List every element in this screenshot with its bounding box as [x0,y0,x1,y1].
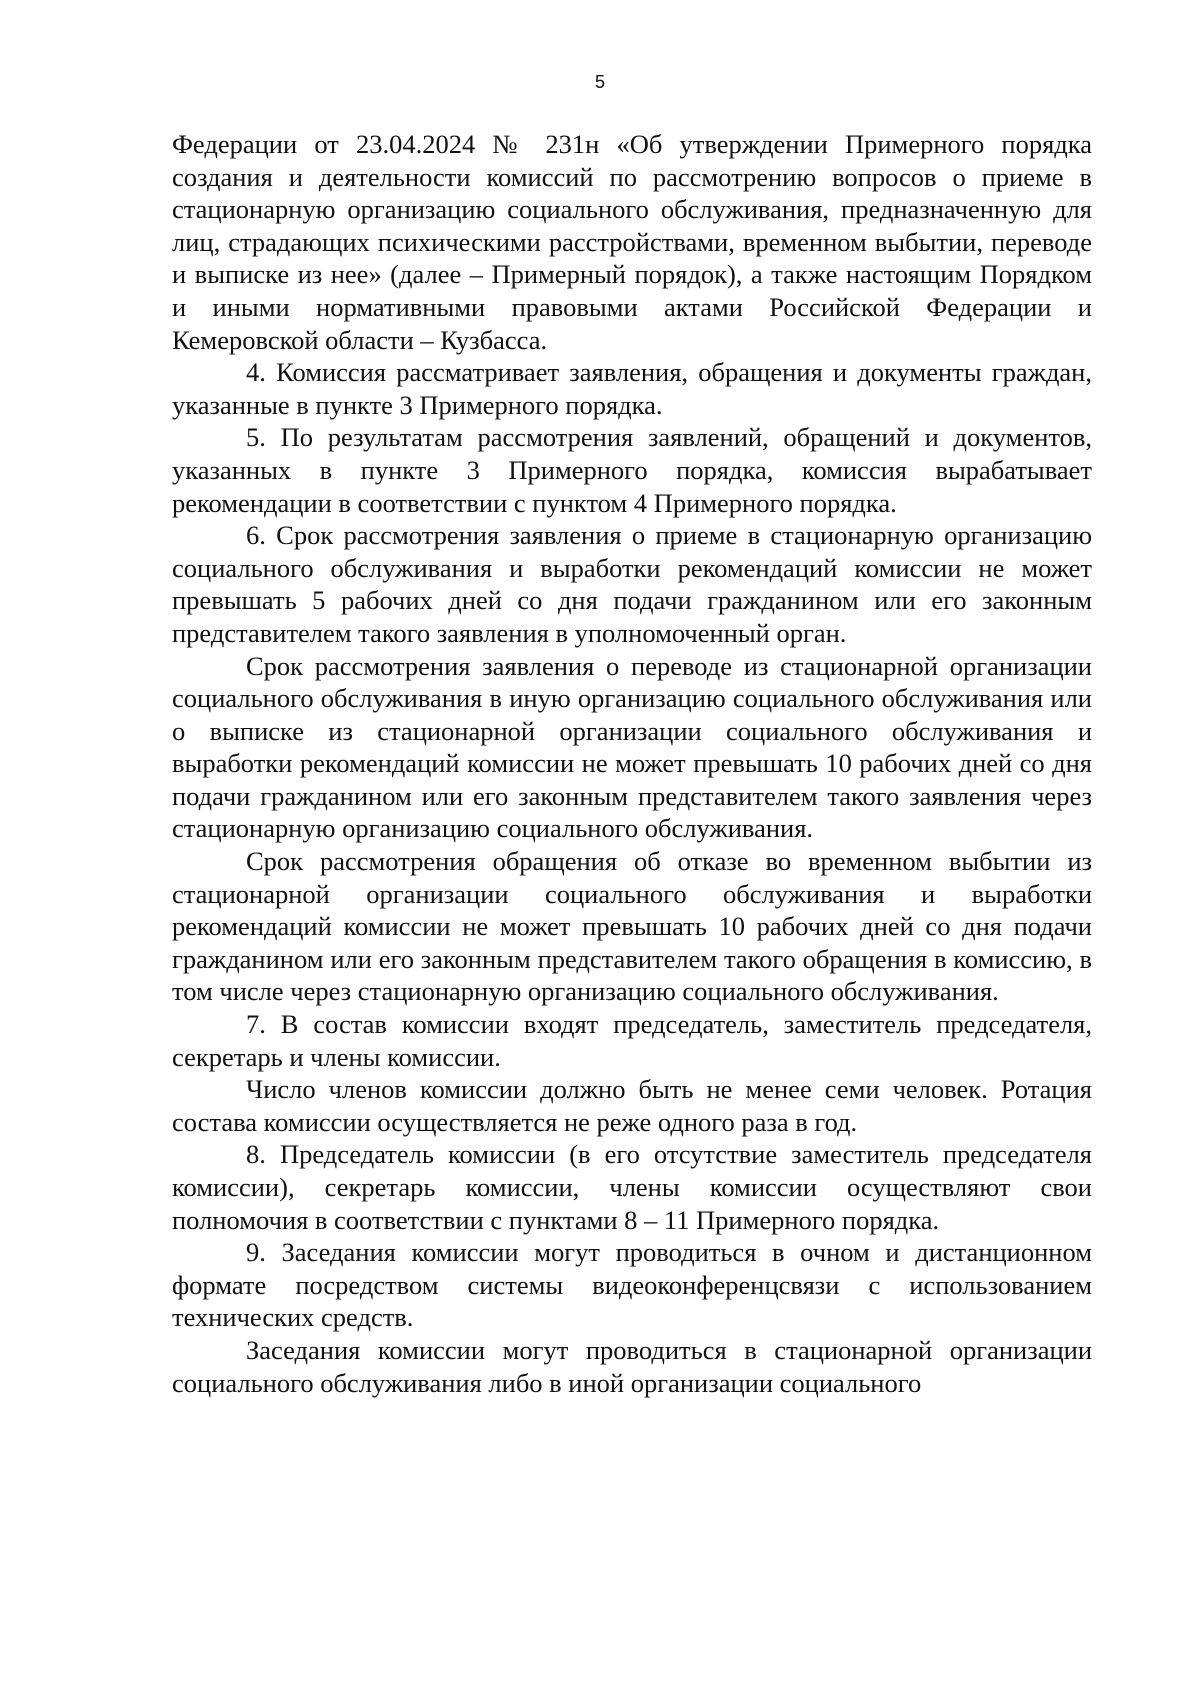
paragraph-item-9: 9. Заседания комиссии могут проводиться в очном и дистанционном формате посредством системы видеоконференцсвязи с использованием технических средств. [172,1237,1092,1333]
paragraph-item-7-members: Число членов комиссии должно быть не менее семи человек. Ротация состава комиссии осуществляется не реже одного раза в год. [172,1074,1092,1137]
paragraph-item-6-transfer-term: Срок рассмотрения заявления о переводе из стационарной организации социального обслуживания в иную организацию социального обслуживания или о выписке из стационарной организации социального обслуживания и выработки рекомендаций комиссии не может превышать 10 рабочих дней со дня подачи гражданином или его законным представителем такого заявления через стационарную организацию социального обслуживания. [172,650,1092,844]
paragraph-item-5: 5. По результатам рассмотрения заявлений, обращений и документов, указанных в пункте 3 Примерного порядка, комиссия вырабатывает рекомендации в соответствии с пунктом 4 Примерного порядка. [172,422,1092,518]
paragraph-item-9-location: Заседания комиссии могут проводиться в стационарной организации социального обслуживания либо в иной организации социального [172,1334,1092,1398]
paragraph-item-6-refusal-term: Срок рассмотрения обращения об отказе во временном выбытии из стационарной организации социального обслуживания и выработки рекомендаций комиссии не может превышать 10 рабочих дней со дня подачи гражданином или его законным представителем такого обращения в комиссию, в том числе через стационарную организацию социального обслуживания. [172,846,1092,1007]
paragraph-item-8: 8. Председатель комиссии (в его отсутствие заместитель председателя комиссии), секретарь комиссии, члены комиссии осуществляют свои полномочия в соответствии с пунктами 8 – 11 Примерного порядка. [172,1139,1092,1235]
paragraph-item-4: 4. Комиссия рассматривает заявления, обращения и документы граждан, указанные в пункте 3 Примерного порядка. [172,357,1092,420]
paragraph-item-7: 7. В состав комиссии входят председатель, заместитель председателя, секретарь и члены комиссии. [172,1009,1092,1072]
page-number: 5 [594,72,605,92]
paragraph-intro-continuation: Федерации от 23.04.2024 № 231н «Об утверждении Примерного порядка создания и деятельности комиссий по рассмотрению вопросов о приеме в стационарную организацию социального обслуживания, предназначенную для лиц, страдающих психическими расстройствами, временном выбытии, переводе и выписке из нее» (далее – Примерный порядок), а также настоящим Порядком и иными нормативными правовыми актами Российской Федерации и Кемеровской области – Кузбасса. [172,129,1092,355]
paragraph-item-6: 6. Срок рассмотрения заявления о приеме в стационарную организацию социального обслуживания и выработки рекомендаций комиссии не может превышать 5 рабочих дней со дня подачи гражданином или его законным представителем такого заявления в уполномоченный орган. [172,520,1092,648]
document-body [172,128,1092,1399]
